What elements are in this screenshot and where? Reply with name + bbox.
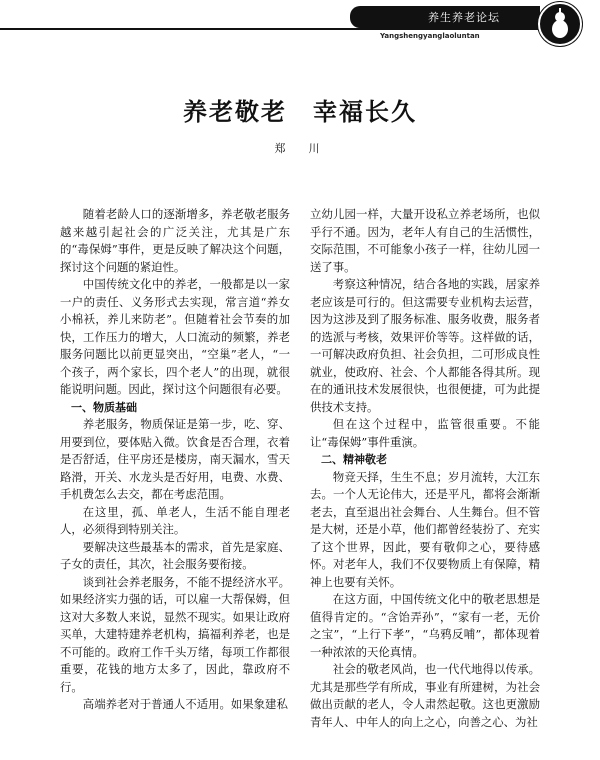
gourd-emblem-icon — [538, 2, 582, 46]
left-column — [60, 206, 290, 714]
section-heading: 一、物质基础 — [71, 400, 137, 414]
paragraph: 养老服务，物质保证是第一步，吃、穿、用要到位，要体贴入微。饮食是否合理，衣着是否舒适，住平房还是楼房，南天漏水，雪天路滑，开关、水龙头是否好用，电费、水费、手机费怎么去交，都在考虑范围。 — [60, 417, 290, 501]
paragraph: 中国传统文化中的养老，一般都是以一家一户的责任、义务形式去实现，常言道“养女小棉袄，养儿来防老”。但随着社会节奏的加快，工作压力的增大，人口流动的频繁，养老服务问题比以前更显突出，“空巢”老人，“一个孩子，两个家长，四个老人”的出现，就很能说明问题。因此，探讨这个问题很有必要。 — [60, 277, 290, 396]
section-title: 养生养老论坛 — [428, 11, 500, 24]
paragraph: 在这方面，中国传统文化中的敬老思想是值得肯定的。“含饴弄孙”，“家有一老，无价之宝”，“上行下孝”，“乌鸦反哺”，都体现着一种浓浓的天伦真情。 — [310, 592, 540, 659]
section-heading: 二、精神敬老 — [321, 453, 387, 466]
paragraph: 考察这种情况，结合各地的实践，居家养老应该是可行的。但这需要专业机构去运营，因为这涉及到了服务标准、服务收费，服务者的选派与考核，效果评价等等。这样做的话，一可解决政府负担、社会负担，二可形成良性就业，使政府、社会、个人都能各得其所。现在的通讯技术发展很快，也很便捷，可为此提供技术支持。 — [310, 277, 540, 414]
article-author: 郑 川 — [274, 142, 326, 155]
header-rule — [0, 28, 540, 30]
paragraph: 物竞天择，生生不息；岁月流转，大江东去。一个人无论伟大，还是平凡，都将会渐渐老去，直至退出社会舞台、人生舞台。但不管是大树，还是小草，他们都曾经装扮了、充实了这个世界，因此，要有敬仰之心，要待感怀。对老年人，我们不仅要物质上有保障，精神上也要有关怀。 — [310, 469, 540, 589]
paragraph: 立幼儿园一样，大量开设私立养老场所，也似乎行不通。因为，老年人有自己的生活惯性，交际范围，不可能象小孩子一样，往幼儿园一送了事。 — [310, 207, 540, 274]
article-title: 养老敬老 幸福长久 — [183, 97, 417, 126]
paragraph: 谈到社会养老服务，不能不提经济水平。如果经济实力强的话，可以雇一大帮保姆，但这对大多数人来说，显然不现实。如果让政府买单，大建特建养老机构，搞福利养老，也是不可能的。政府工作千头万绪，每项工作都很重要，花钱的地方太多了，因此，靠政府不行。 — [60, 574, 290, 694]
paragraph: 在这里，孤、单老人，生活不能自理老人，必须得到特别关注。 — [60, 504, 290, 536]
paragraph: 社会的敬老风尚，也一代代地得以传承。尤其是那些学有所成，事业有所建树，为社会做出贡献的老人，令人肃然起敬。这也更激励青年人、中年人的向上之心，向善之心、为社 — [310, 662, 540, 729]
section-subtitle: Yangshengyanglaoluntan — [380, 32, 480, 40]
paragraph: 高端养老对于普通人不适用。如果象建私 — [82, 697, 288, 711]
paragraph: 要解决这些最基本的需求，首先是家庭、子女的责任，其次，社会服务要衔接。 — [60, 539, 290, 571]
right-column — [310, 206, 540, 731]
paragraph: 但在这个过程中，监管很重要。不能让“毒保姆”事件重演。 — [310, 417, 540, 449]
paragraph: 随着老龄人口的逐渐增多，养老敬老服务越来越引起社会的广泛关注，尤其是广东的“毒保姆”事件，更是反映了解决这个问题，探讨这个问题的紧迫性。 — [60, 207, 290, 274]
